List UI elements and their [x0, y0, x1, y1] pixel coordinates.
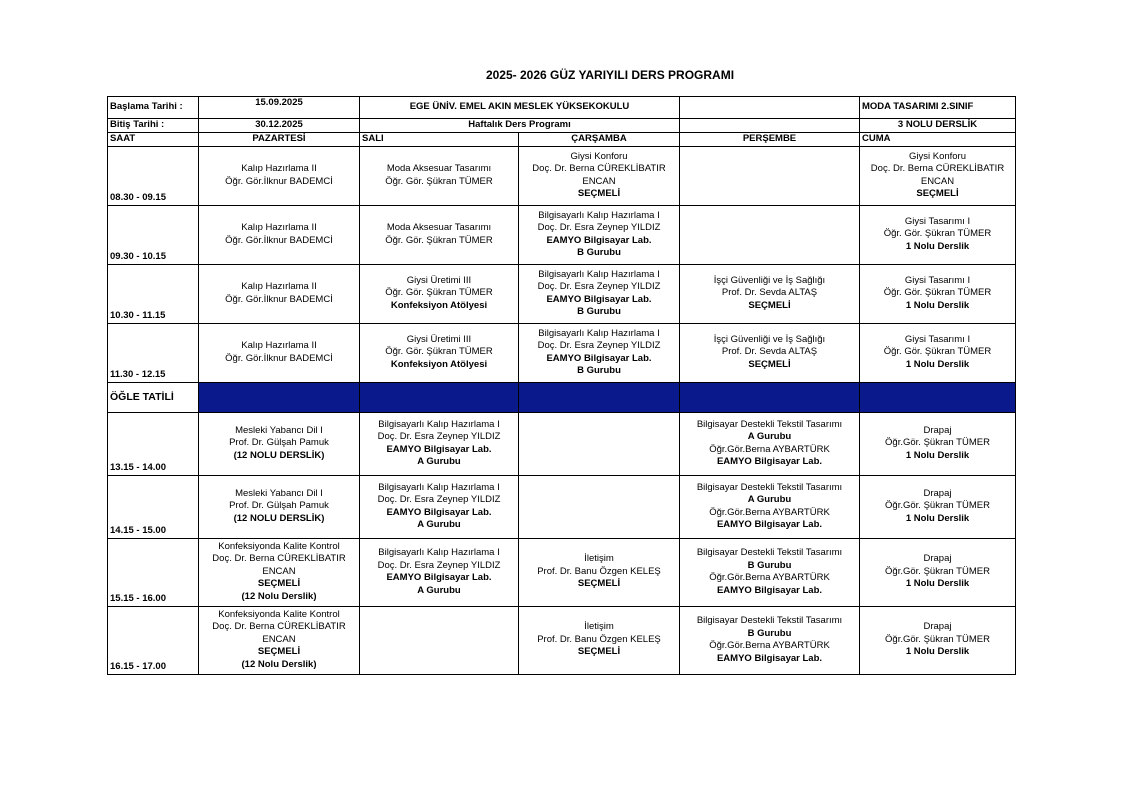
course-line: ENCAN [262, 633, 296, 645]
course-line: EAMYO Bilgisayar Lab. [546, 352, 652, 364]
course-line: A Gurubu [417, 456, 461, 467]
course-line: Öğr.Gör. Şükran TÜMER [885, 565, 990, 577]
course-cell-friday [860, 475, 1016, 538]
course-cell-thursday [680, 475, 860, 538]
empty-header-cell [680, 119, 860, 133]
course-line: EAMYO Bilgisayar Lab. [716, 519, 823, 530]
course-line: İşçi Güvenliği ve İş Sağlığı [713, 333, 826, 345]
course-line: Doç. Dr. Berna CÜREKLİBATIR [212, 621, 346, 633]
course-line: Drapaj [923, 487, 952, 499]
course-line: EAMYO Bilgisayar Lab. [386, 443, 492, 455]
course-line: 1 Nolu Derslik [905, 358, 970, 370]
course-line: Öğr.Gör. Şükran TÜMER [885, 500, 990, 512]
course-line: Doç. Dr. Berna CÜREKLİBATIR [212, 553, 346, 565]
course-cell-friday [860, 412, 1016, 475]
course-cell-friday [860, 323, 1016, 382]
course-line: B Gurubu [577, 306, 621, 317]
course-cell-wednesday [519, 323, 680, 382]
course-line: EAMYO Bilgisayar Lab. [716, 652, 823, 664]
page-title: 2025- 2026 GÜZ YARIYILI DERS PROGRAMI [485, 68, 735, 82]
col-header-wednesday: ÇARŞAMBA [519, 132, 680, 146]
course-line: Kalıp Hazırlama II [241, 281, 317, 292]
course-cell-monday [199, 606, 360, 674]
course-cell-monday [199, 475, 360, 538]
course-cell-friday [860, 205, 1016, 264]
course-line: Prof. Dr. Gülşah Pamuk [229, 500, 329, 512]
course-line: ENCAN [582, 175, 616, 187]
schedule-row [108, 538, 1016, 606]
course-cell-wednesday [519, 475, 680, 538]
course-cell-thursday [680, 264, 860, 323]
course-cell-tuesday [360, 606, 519, 674]
course-line: Doç. Dr. Esra Zeynep YILDIZ [377, 559, 501, 571]
course-cell-tuesday [360, 146, 519, 205]
course-cell-thursday [680, 323, 860, 382]
course-line: 1 Nolu Derslik [905, 240, 970, 252]
course-line: EAMYO Bilgisayar Lab. [546, 293, 652, 305]
classroom-label: 3 NOLU DERSLİK [860, 119, 1016, 133]
course-line: Drapaj [923, 621, 952, 633]
time-slot: 09.30 - 10.15 [108, 205, 199, 264]
lunch-break-band [199, 382, 360, 412]
schedule-row [108, 323, 1016, 382]
course-line: Prof. Dr. Banu Özgen KELEŞ [537, 565, 661, 577]
course-cell-wednesday [519, 146, 680, 205]
course-cell-friday [860, 538, 1016, 606]
course-cell-friday [860, 146, 1016, 205]
course-line: SEÇMELİ [577, 578, 621, 590]
header-row-start [108, 97, 1016, 119]
course-line: Öğr. Gör. Şükran TÜMER [385, 346, 493, 358]
course-line: SEÇMELİ [748, 299, 791, 311]
schedule-row [108, 205, 1016, 264]
course-line: A Gurubu [747, 431, 792, 442]
course-line: Kalıp Hazırlama II [241, 222, 317, 233]
course-line: Öğr. Gör. Şükran TÜMER [883, 287, 992, 299]
course-line: Giysi Tasarımı I [904, 274, 971, 286]
course-line: Drapaj [923, 424, 952, 436]
course-line: Öğr.Gör. Şükran TÜMER [885, 633, 990, 645]
course-cell-friday [860, 264, 1016, 323]
course-line: Konfeksiyonda Kalite Kontrol [218, 608, 340, 620]
course-line: (12 NOLU DERSLİK) [233, 512, 325, 524]
course-line: Bilgisayarlı Kalıp Hazırlama I [538, 209, 660, 221]
course-cell-tuesday [360, 412, 519, 475]
course-line: Doç. Dr. Esra Zeynep YILDIZ [537, 340, 661, 351]
course-line: ENCAN [920, 175, 955, 187]
course-cell-wednesday [519, 205, 680, 264]
course-line: Kalıp Hazırlama II [241, 340, 317, 351]
course-line: SEÇMELİ [577, 188, 621, 199]
course-line: 1 Nolu Derslik [905, 299, 970, 311]
course-line: Öğr. Gör.İlknur BADEMCİ [225, 234, 333, 246]
col-header-tuesday: SALI [360, 132, 519, 146]
course-line: Bilgisayar Destekli Tekstil Tasarımı [696, 481, 843, 493]
lunch-break-band [860, 382, 1016, 412]
course-line: EAMYO Bilgisayar Lab. [546, 234, 652, 246]
course-line: B Gurubu [747, 559, 792, 571]
schedule-table [107, 96, 1016, 675]
course-line: Öğr. Gör.İlknur BADEMCİ [225, 175, 333, 187]
lunch-break-band [519, 382, 680, 412]
lunch-break-row [108, 382, 1016, 412]
schedule-row [108, 146, 1016, 205]
course-line: Bilgisayarlı Kalıp Hazırlama I [538, 268, 660, 280]
course-line: Drapaj [923, 553, 952, 565]
course-line: A Gurubu [417, 519, 461, 530]
schedule-subtitle: Haftalık Ders Programı [360, 119, 680, 133]
course-line: (12 NOLU DERSLİK) [233, 449, 325, 461]
col-header-time: SAAT [108, 132, 199, 146]
course-line: Öğr. Gör.İlknur BADEMCİ [225, 352, 333, 364]
course-line: Öğr. Gör. Şükran TÜMER [385, 175, 493, 187]
course-line: Giysi Tasarımı I [904, 333, 971, 345]
lunch-break-label: ÖĞLE TATİLİ [108, 382, 199, 412]
schedule-row [108, 475, 1016, 538]
course-cell-tuesday [360, 475, 519, 538]
course-line: (12 Nolu Derslik) [241, 590, 317, 602]
course-line: EAMYO Bilgisayar Lab. [386, 572, 492, 583]
course-line: B Gurubu [577, 247, 621, 258]
course-line: Öğr. Gör. Şükran TÜMER [883, 346, 992, 358]
course-line: Prof. Dr. Banu Özgen KELEŞ [537, 633, 661, 645]
course-cell-thursday [680, 538, 860, 606]
course-line: Giysi Tasarımı I [904, 215, 971, 227]
time-slot: 08.30 - 09.15 [108, 146, 199, 205]
lunch-break-band [360, 382, 519, 412]
course-line: ENCAN [262, 565, 296, 577]
start-date-value: 15.09.2025 [199, 97, 360, 119]
course-cell-monday [199, 146, 360, 205]
time-slot: 10.30 - 11.15 [108, 264, 199, 323]
course-line: Bilgisayarlı Kalıp Hazırlama I [378, 418, 500, 430]
course-cell-wednesday [519, 606, 680, 674]
course-line: SEÇMELİ [257, 646, 301, 658]
schedule-row [108, 606, 1016, 674]
lunch-break-band [680, 382, 860, 412]
course-line: Öğr. Gör.İlknur BADEMCİ [225, 293, 333, 305]
course-line: B Gurubu [577, 365, 621, 376]
course-line: Bilgisayar Destekli Tekstil Tasarımı [696, 615, 843, 626]
course-line: Bilgisayarlı Kalıp Hazırlama I [538, 327, 660, 339]
course-cell-monday [199, 538, 360, 606]
col-header-monday: PAZARTESİ [199, 132, 360, 146]
course-line: A Gurubu [417, 584, 461, 596]
course-cell-tuesday [360, 538, 519, 606]
course-line: 1 Nolu Derslik [905, 646, 970, 658]
course-line: Bilgisayar Destekli Tekstil Tasarımı [696, 547, 843, 558]
end-date-label: Bitiş Tarihi : [108, 119, 199, 133]
course-line: Öğr.Gör. Şükran TÜMER [885, 437, 990, 449]
course-line: İletişim [584, 553, 614, 565]
course-line: İşçi Güvenliği ve İş Sağlığı [713, 274, 826, 286]
program-name: MODA TASARIMI 2.SINIF [860, 97, 1016, 119]
course-cell-tuesday [360, 264, 519, 323]
course-line: İletişim [584, 621, 614, 633]
course-line: EAMYO Bilgisayar Lab. [716, 584, 823, 596]
course-line: Doç. Dr. Esra Zeynep YILDIZ [537, 222, 661, 233]
course-line: Doç. Dr. Esra Zeynep YILDIZ [377, 431, 501, 442]
course-cell-friday [860, 606, 1016, 674]
course-line: Doç. Dr. Berna CÜREKLİBATIR [532, 163, 666, 174]
course-line: Kalıp Hazırlama II [241, 163, 317, 174]
start-date-label: Başlama Tarihi : [108, 97, 199, 119]
course-line: 1 Nolu Derslik [905, 449, 970, 461]
course-line: Bilgisayarlı Kalıp Hazırlama I [378, 481, 500, 493]
course-line: Moda Aksesuar Tasarımı [386, 163, 492, 174]
course-line: SEÇMELİ [577, 646, 621, 658]
course-line: Prof. Dr. Sevda ALTAŞ [721, 287, 818, 299]
school-name: EGE ÜNİV. EMEL AKIN MESLEK YÜKSEKOKULU [360, 97, 680, 119]
course-cell-wednesday [519, 538, 680, 606]
course-line: Konfeksiyon Atölyesi [390, 299, 488, 311]
course-line: B Gurubu [747, 627, 792, 639]
course-line: Giysi Konforu [570, 150, 628, 162]
course-line: Öğr. Gör. Şükran TÜMER [385, 287, 493, 299]
course-line: Mesleki Yabancı Dil I [235, 487, 323, 499]
course-line: SEÇMELİ [748, 358, 791, 370]
course-cell-tuesday [360, 205, 519, 264]
course-line: Giysi Üretimi III [406, 274, 472, 286]
course-line: Moda Aksesuar Tasarımı [386, 222, 492, 233]
course-line: EAMYO Bilgisayar Lab. [386, 506, 492, 518]
header-row-end [108, 119, 1016, 133]
course-cell-monday [199, 412, 360, 475]
course-cell-monday [199, 264, 360, 323]
course-line: Öğr. Gör. Şükran TÜMER [883, 228, 992, 240]
column-header-row [108, 132, 1016, 146]
course-cell-thursday [680, 205, 860, 264]
end-date-value: 30.12.2025 [199, 119, 360, 133]
schedule-row [108, 412, 1016, 475]
course-line: Mesleki Yabancı Dil I [235, 424, 323, 436]
course-line: 1 Nolu Derslik [905, 578, 970, 590]
course-cell-thursday [680, 146, 860, 205]
course-line: Öğr.Gör.Berna AYBARTÜRK [709, 572, 830, 583]
course-line: Doç. Dr. Berna CÜREKLİBATIR [870, 163, 1005, 174]
course-cell-monday [199, 205, 360, 264]
course-cell-tuesday [360, 323, 519, 382]
time-slot: 11.30 - 12.15 [108, 323, 199, 382]
course-line: Doç. Dr. Esra Zeynep YILDIZ [537, 281, 661, 292]
course-line: SEÇMELİ [257, 578, 301, 590]
empty-header-cell [680, 97, 860, 119]
course-line: Bilgisayar Destekli Tekstil Tasarımı [696, 418, 843, 430]
course-line: Öğr.Gör.Berna AYBARTÜRK [709, 443, 830, 455]
course-line: A Gurubu [747, 494, 792, 505]
schedule-row [108, 264, 1016, 323]
time-slot: 13.15 - 14.00 [108, 412, 199, 475]
course-line: SEÇMELİ [916, 188, 959, 199]
course-line: Öğr.Gör.Berna AYBARTÜRK [709, 640, 830, 651]
course-line: EAMYO Bilgisayar Lab. [716, 456, 823, 467]
course-line: Konfeksiyonda Kalite Kontrol [218, 540, 340, 552]
col-header-thursday: PERŞEMBE [680, 132, 860, 146]
course-line: Prof. Dr. Sevda ALTAŞ [721, 346, 818, 358]
course-line: Doç. Dr. Esra Zeynep YILDIZ [377, 494, 501, 505]
course-cell-monday [199, 323, 360, 382]
course-line: Prof. Dr. Gülşah Pamuk [229, 437, 329, 449]
course-line: Bilgisayarlı Kalıp Hazırlama I [378, 547, 500, 558]
course-line: (12 Nolu Derslik) [241, 658, 317, 670]
time-slot: 14.15 - 15.00 [108, 475, 199, 538]
course-line: Giysi Üretimi III [406, 333, 472, 345]
col-header-friday: CUMA [860, 132, 1016, 146]
course-line: Öğr.Gör.Berna AYBARTÜRK [709, 506, 830, 518]
course-line: Giysi Konforu [908, 150, 967, 162]
course-line: Konfeksiyon Atölyesi [390, 358, 488, 370]
course-cell-wednesday [519, 264, 680, 323]
time-slot: 15.15 - 16.00 [108, 538, 199, 606]
course-line: 1 Nolu Derslik [905, 512, 970, 524]
time-slot: 16.15 - 17.00 [108, 606, 199, 674]
course-line: Öğr. Gör. Şükran TÜMER [385, 234, 493, 246]
course-cell-thursday [680, 412, 860, 475]
course-cell-wednesday [519, 412, 680, 475]
course-cell-thursday [680, 606, 860, 674]
